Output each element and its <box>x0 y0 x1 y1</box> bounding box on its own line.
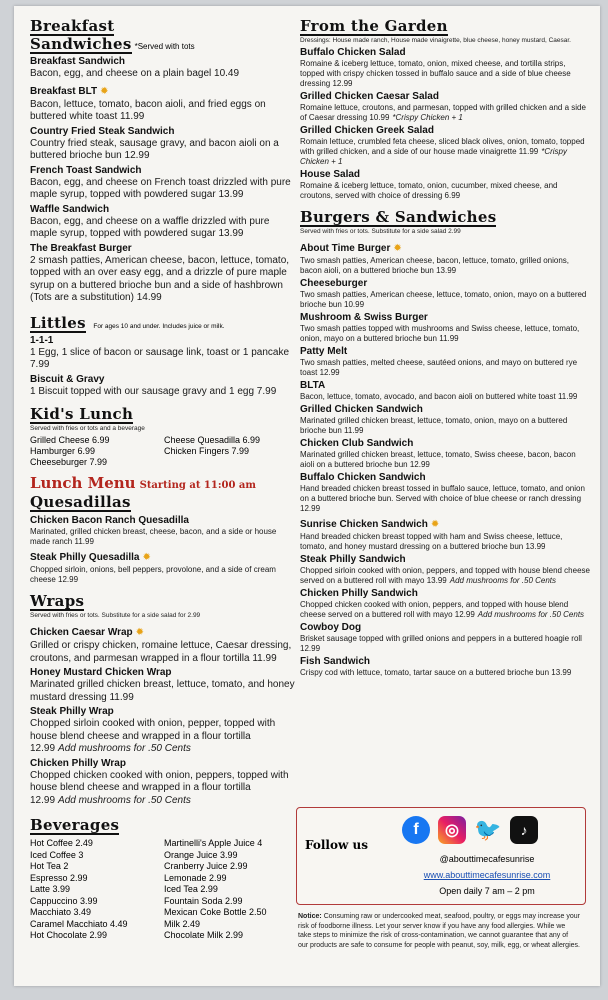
kids-item: Chicken Fingers 7.99 <box>164 446 250 456</box>
menu-page <box>14 6 600 986</box>
menu-item-desc <box>300 181 590 201</box>
follow-title: Follow us <box>305 838 368 852</box>
beverage-item: Lemonade 2.99 <box>164 872 227 883</box>
breakfast-note: *Served with tots <box>134 42 195 51</box>
kids-note: Served with fries or tots and a beverage <box>30 425 145 432</box>
beverage-item: Hot Coffee 2.49 <box>30 838 93 848</box>
menu-item-desc <box>300 600 590 620</box>
sun-icon: ✹ <box>100 85 109 97</box>
tiktok-icon[interactable]: ♪ <box>510 816 538 844</box>
beverage-item: Espresso 2.99 <box>30 872 88 883</box>
menu-item-name: Steak Philly Wrap <box>30 706 114 717</box>
menu-item-desc-text: Two smash patties, American cheese, lettuce, tomato, onion, mayo on a buttered brioche bun 10.99 <box>300 290 587 309</box>
lunch-title: Lunch Menu <box>30 474 136 492</box>
menu-item-name: Chicken Bacon Ranch Quesadilla <box>30 515 189 526</box>
menu-item-name: The Breakfast Burger <box>30 242 132 254</box>
beverage-item: Caramel Macchiato 4.49 <box>30 918 128 929</box>
menu-item-desc-text: Country fried steak, sausage gravy, and bacon aioli on a buttered brioche bun 12.99 <box>30 137 279 161</box>
menu-item-name: House Salad <box>300 169 361 180</box>
menu-item-name: Chicken Philly Sandwich <box>300 588 418 599</box>
menu-item-name: Honey Mustard Chicken Wrap <box>30 667 172 678</box>
menu-item-name: Cowboy Dog <box>300 622 362 633</box>
menu-item-desc-text: 2 smash patties, American cheese, bacon, lettuce, tomato, topped with an over easy egg, and a drizzle of pure maple syrup on a buttered brioche bun and a side of hashbrown (Tots are a substitution) 14.99 <box>30 254 290 303</box>
menu-item-desc-text: Bacon, lettuce, tomato, avocado, and bacon aioli on buttered white toast 11.99 <box>300 392 578 401</box>
allergy-notice <box>298 912 580 950</box>
littles-note: For ages 10 and under. Includes juice or milk. <box>93 322 225 330</box>
kids-item: Cheeseburger 7.99 <box>30 457 108 467</box>
sun-icon: ✹ <box>430 519 440 530</box>
breakfast-section <box>30 18 298 305</box>
menu-item-desc <box>30 68 298 81</box>
beverage-item: Hot Chocolate 2.99 <box>30 930 108 940</box>
menu-item-desc <box>300 392 590 402</box>
kids-item: Grilled Cheese 6.99 <box>30 435 110 445</box>
social-icons <box>402 816 538 844</box>
menu-item-desc-text: Romaine & iceberg lettuce, tomato, onion, cucumber, mixed cheese, and croutons, served with choice of dressing 6.99 <box>300 181 558 200</box>
menu-item-extra: Add mushrooms for .50 Cents <box>58 743 191 754</box>
wraps-note: Served with fries or tots. Substitute for a side salad for 2.99 <box>30 612 201 619</box>
beverage-item: Mexican Coke Bottle 2.50 <box>164 907 267 917</box>
menu-item-desc-text: Chopped sirloin, onions, bell peppers, provolone, and a side of cream cheese 12.99 <box>30 565 276 584</box>
menu-item-desc-text: Hand breaded chicken breast tossed in buffalo sauce, lettuce, tomato, and onion on a buttered brioche bun. Served with choice of blue cheese or ranch dressing 12.99 <box>300 484 585 513</box>
beverage-item: Martinelli's Apple Juice 4 <box>164 838 263 848</box>
menu-item-desc <box>30 347 298 372</box>
menu-item-desc-text: Marinated, grilled chicken breast, cheese, bacon, and a side or house made ranch 11.99 <box>30 527 277 546</box>
notice-text: Consuming raw or undercooked meat, seafood, poultry, or eggs may increase your risk of foodborne illness. Let your server know if you have any food allergies. While we take steps to minimize the risk of cross-contamination, we cannot guarantee that any of our products are safe to consume for people with peanut, soy, milk, egg, or wheat allergies. <box>298 913 580 949</box>
menu-item-desc <box>30 718 298 756</box>
garden-section <box>300 18 590 201</box>
menu-item-desc <box>300 484 590 514</box>
menu-item-extra: *Crispy Chicken + 1 <box>392 113 463 122</box>
beverage-item: Cranberry Juice 2.99 <box>164 861 248 871</box>
menu-item-extra: Add mushrooms for .50 Cents <box>449 576 557 585</box>
website-link[interactable]: www.abouttimecafesunrise.com <box>423 870 551 880</box>
menu-item-desc-text: Marinated grilled chicken breast, lettuce, tomato, onion, mayo on a buttered brioche bun 11.99 <box>300 416 568 435</box>
left-column <box>30 18 298 942</box>
menu-item-desc <box>30 386 298 399</box>
menu-item-desc-text: Chopped sirloin cooked with onion, peppers, and topped with house blend cheese served on a buttered roll with mayo 13.99 <box>300 566 590 585</box>
beverage-item: Iced Coffee 3 <box>30 849 84 860</box>
menu-item-desc <box>30 527 298 547</box>
menu-item-desc-text: Brisket sausage topped with grilled onions and peppers in a buttered hoagie roll 12.99 <box>300 634 582 653</box>
burgers-title: Burgers & Sandwiches <box>300 208 497 226</box>
quesadillas-title: Quesadillas <box>30 493 131 511</box>
burgers-section <box>300 209 590 678</box>
menu-item-name: Grilled Chicken Sandwich <box>300 404 423 415</box>
menu-item-desc <box>30 255 298 305</box>
instagram-icon[interactable]: ◎ <box>438 816 466 844</box>
sun-icon: ✹ <box>135 627 145 638</box>
beverage-item: Fountain Soda 2.99 <box>164 895 243 906</box>
beverage-item: Macchiato 3.49 <box>30 907 92 917</box>
menu-item-name: Chicken Philly Wrap <box>30 757 126 769</box>
beverage-item: Iced Tea 2.99 <box>164 884 218 894</box>
menu-item-desc <box>300 256 590 276</box>
follow-us-box <box>296 807 586 905</box>
menu-item-name: Steak Philly Quesadilla <box>30 552 140 563</box>
facebook-icon[interactable]: f <box>402 816 430 844</box>
right-column <box>300 18 590 678</box>
menu-item-desc-text: Romaine lettuce, croutons, and parmesan, topped with grilled chicken and a side of Caesar dressing 10.99 <box>300 103 586 122</box>
menu-item-desc <box>30 216 298 241</box>
menu-item-name: Buffalo Chicken Salad <box>300 47 406 58</box>
menu-item-desc <box>300 324 590 344</box>
menu-item-desc <box>300 290 590 310</box>
menu-item-desc-text: Crispy cod with lettuce, tomato, tartar sauce on a buttered brioche bun 13.99 <box>300 668 572 677</box>
menu-item-extra: *Crispy Chicken + 1 <box>300 147 567 166</box>
garden-note: Dressings: House made ranch, House made vinaigrette, blue cheese, honey mustard, Caesar. <box>300 37 571 44</box>
kids-section <box>30 406 298 468</box>
menu-item-desc-text: Bacon, egg, and cheese on French toast drizzled with pure maple syrup, topped with powdered sugar 13.99 <box>30 176 291 200</box>
kids-title: Kid's Lunch <box>30 405 134 423</box>
menu-item-desc <box>300 566 590 586</box>
open-hours: Open daily 7 am – 2 pm <box>439 886 535 896</box>
menu-item-name: Breakfast Sandwich <box>30 56 126 67</box>
kids-item: Cheese Quesadilla 6.99 <box>164 435 261 445</box>
menu-item-desc <box>300 532 590 552</box>
menu-item-name: Chicken Caesar Wrap <box>30 627 133 638</box>
garden-title: From the Garden <box>300 17 448 35</box>
menu-item-name: Patty Melt <box>300 346 348 357</box>
menu-item-name: Biscuit & Gravy <box>30 373 105 385</box>
menu-item-desc-text: 1 Egg, 1 slice of bacon or sausage link, toast or 1 pancake 7.99 <box>30 346 290 370</box>
menu-item-desc-text: Bacon, egg, and cheese on a waffle drizzled with pure maple syrup, topped with powdered sugar 13.99 <box>30 215 270 239</box>
menu-item-desc <box>300 450 590 470</box>
menu-item-desc <box>30 565 298 585</box>
menu-item-name: Chicken Club Sandwich <box>300 438 414 449</box>
notice-label: Notice: <box>298 913 322 920</box>
menu-item-desc <box>300 416 590 436</box>
menu-item-desc <box>300 634 590 654</box>
menu-item-desc-text: Romaine & iceberg lettuce, tomato, onion, mixed cheese, and tortilla strips, topped with crispy chicken tossed in buffalo sauce and a side of blue cheese dressing 12.99 <box>300 59 571 88</box>
beverage-item: Latte 3.99 <box>30 884 71 894</box>
menu-item-desc <box>30 770 298 808</box>
social-handle: @abouttimecafesunrise <box>439 854 535 864</box>
menu-item-desc <box>30 177 298 202</box>
menu-item-desc-text: Romain lettuce, crumbled feta cheese, sliced black olives, onion, tomato, topped with grilled chicken, and a side of our house made vinaigrette 11.99 <box>300 137 585 156</box>
menu-item-desc-text: Two smash patties, melted cheese, sautéed onions, and mayo on buttered rye toast 12.99 <box>300 358 578 377</box>
breakfast-title-2: Sandwiches <box>30 35 132 53</box>
menu-item-desc <box>300 137 590 167</box>
menu-item-desc <box>300 59 590 89</box>
menu-item-desc-text: 1 Biscuit topped with our sausage gravy and 1 egg 7.99 <box>30 385 277 397</box>
menu-item-name: Country Fried Steak Sandwich <box>30 125 175 137</box>
menu-item-desc-text: Chopped sirloin cooked with onion, pepper, topped with house blend cheese and wrapped in a flour tortilla 12.99 <box>30 718 276 754</box>
menu-item-desc <box>300 103 590 123</box>
menu-item-desc-text: Marinated grilled chicken breast, lettuce, tomato, and honey mustard dressing 11.99 <box>30 679 295 703</box>
menu-item-name: Buffalo Chicken Sandwich <box>300 472 426 483</box>
menu-item-name: French Toast Sandwich <box>30 164 142 176</box>
menu-item-desc <box>300 668 590 678</box>
beverage-item: Chocolate Milk 2.99 <box>164 930 244 940</box>
littles-section <box>30 315 298 399</box>
menu-item-desc-text: Two smash patties, American cheese, bacon, lettuce, tomato, grilled onions, bacon aioli, on a buttered brioche bun 13.99 <box>300 256 570 275</box>
sun-icon: ✹ <box>393 243 402 254</box>
menu-item-desc-text: Marinated grilled chicken breast, lettuce, tomato, Swiss cheese, bacon, bacon aioli on a buttered brioche bun 12.99 <box>300 450 576 469</box>
menu-item-desc <box>30 138 298 163</box>
twitter-icon[interactable]: 🐦 <box>474 817 502 842</box>
littles-title: Littles <box>30 313 86 332</box>
menu-item-name: Breakfast BLT <box>30 85 98 97</box>
beverage-item: Milk 2.49 <box>164 918 201 929</box>
wraps-title: Wraps <box>30 592 85 610</box>
menu-item-desc <box>30 640 298 665</box>
menu-item-name: Mushroom & Swiss Burger <box>300 312 428 323</box>
menu-item-name: Fish Sandwich <box>300 656 371 667</box>
menu-item-desc-text: Two smash patties topped with mushrooms and Swiss cheese, lettuce, tomato, onion, mayo on a buttered brioche bun 11.99 <box>300 324 580 343</box>
menu-item-desc <box>30 679 298 704</box>
menu-item-desc-text: Chopped chicken cooked with onion, peppers, and topped with house blend cheese served on a buttered roll with mayo 12.99 <box>300 600 569 619</box>
sun-icon: ✹ <box>142 552 151 563</box>
lunch-menu-heading <box>30 474 298 492</box>
menu-item-name: Steak Philly Sandwich <box>300 554 406 565</box>
beverages-title: Beverages <box>30 816 120 834</box>
menu-item-desc-text: Hand breaded chicken breast topped with ham and Swiss cheese, lettuce, tomato, and honey mustard dressing on a buttered brioche bun 13.99 <box>300 532 563 551</box>
menu-item-name: BLTA <box>300 380 326 391</box>
menu-item-name: Grilled Chicken Greek Salad <box>300 125 434 136</box>
menu-item-desc-text: Bacon, egg, and cheese on a plain bagel 10.49 <box>30 68 240 79</box>
menu-item-desc <box>30 99 298 124</box>
beverages-section <box>30 817 298 942</box>
menu-item-name: About Time Burger <box>300 243 391 254</box>
menu-item-name: Cheeseburger <box>300 278 368 289</box>
beverage-item: Orange Juice 3.99 <box>164 849 238 860</box>
menu-item-extra: Add mushrooms for .50 Cents <box>477 610 585 619</box>
beverage-item: Cappuccino 3.99 <box>30 895 98 906</box>
beverage-item: Hot Tea 2 <box>30 861 69 871</box>
menu-item-desc-text: Chopped chicken cooked with onion, peppers, topped with house blend cheese and wrapped in a flour tortilla 12.99 <box>30 769 289 806</box>
breakfast-title-1: Breakfast <box>30 17 115 35</box>
quesadillas-section <box>30 494 298 585</box>
burgers-note: Served with fries or tots. Substitute for a side salad 2.99 <box>300 228 461 235</box>
menu-item-desc-text: Bacon, lettuce, tomato, bacon aioli, and fried eggs on buttered white toast 11.99 <box>30 98 266 122</box>
menu-item-name: Grilled Chicken Caesar Salad <box>300 91 439 102</box>
menu-item-extra: Add mushrooms for .50 Cents <box>58 794 191 806</box>
menu-item-name: Sunrise Chicken Sandwich <box>300 519 428 530</box>
menu-item-name: Waffle Sandwich <box>30 203 110 215</box>
menu-item-name: 1-1-1 <box>30 334 54 346</box>
lunch-start: Starting at 11:00 am <box>139 480 256 491</box>
menu-item-desc <box>300 358 590 378</box>
menu-item-desc-text: Grilled or crispy chicken, romaine lettuce, Caesar dressing, croutons, and parmesan wrapped in a flour tortilla 11.99 <box>30 640 292 664</box>
kids-item: Hamburger 6.99 <box>30 446 96 456</box>
wraps-section <box>30 593 298 807</box>
